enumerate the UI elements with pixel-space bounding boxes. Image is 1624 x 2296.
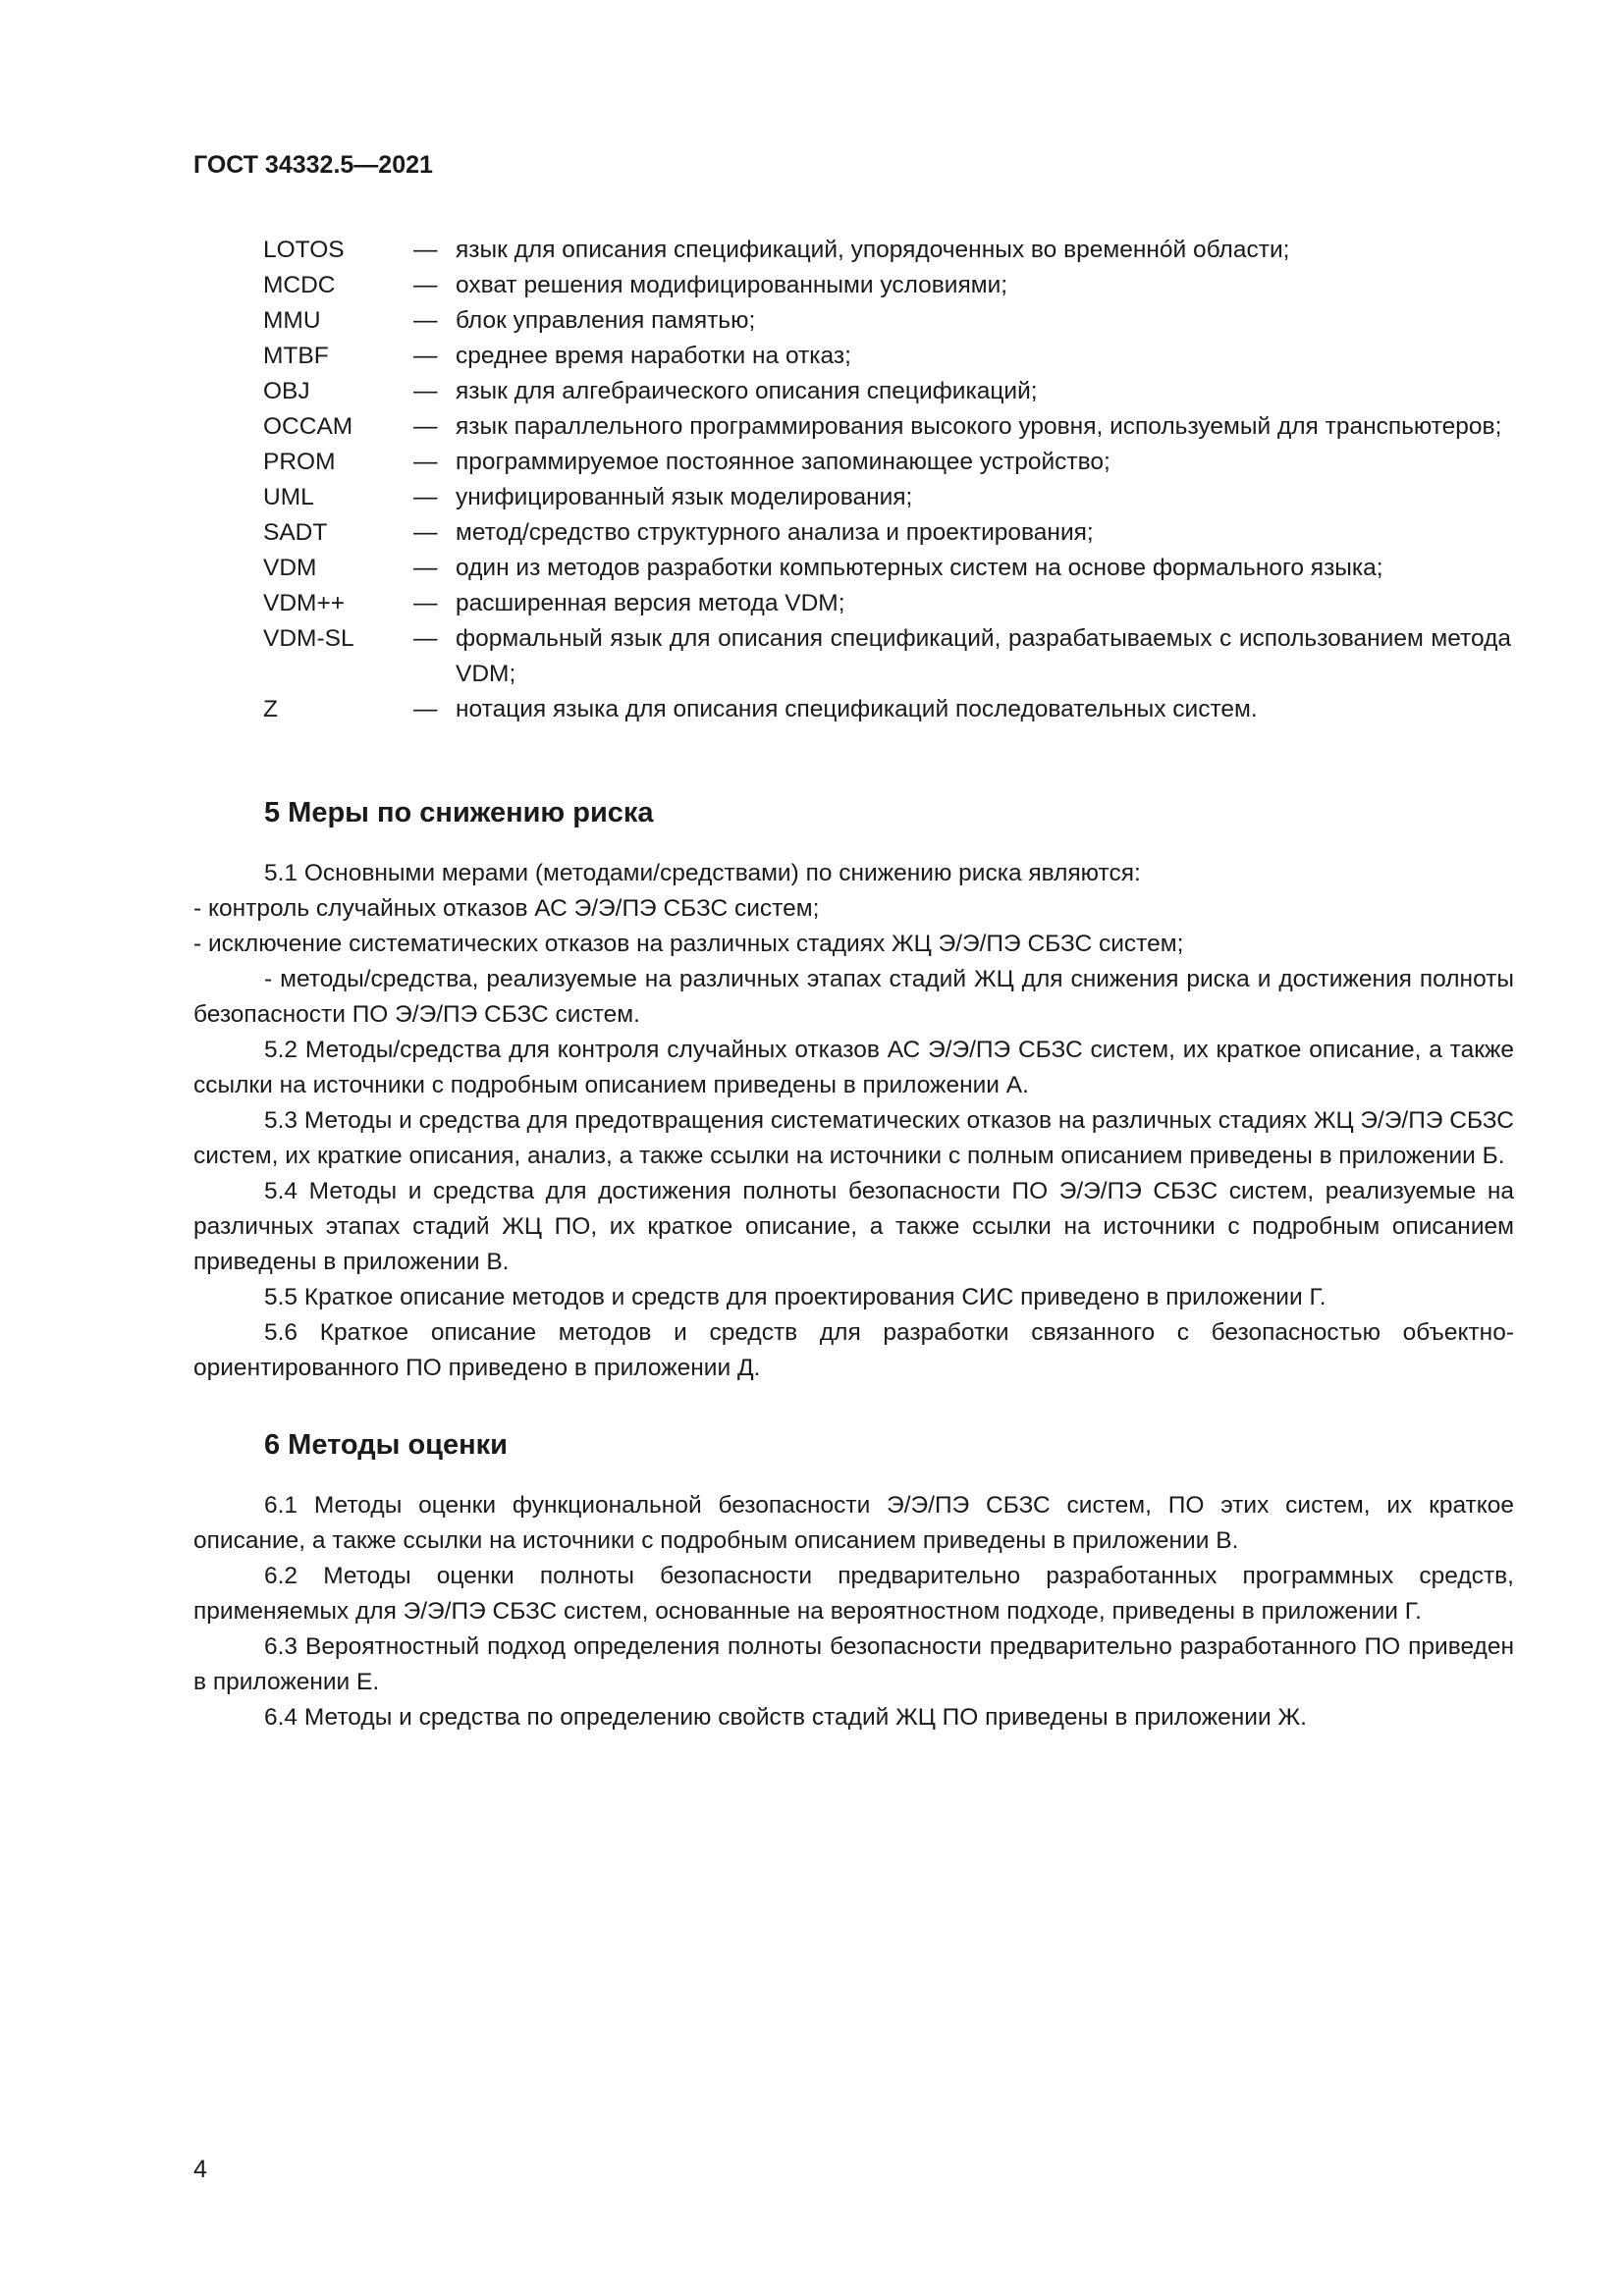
abbreviation-definition: программируемое постоянное запоминающее устройство; — [456, 449, 1110, 475]
paragraph-6-2: 6.2 Методы оценки полноты безопасности предварительно разработанных программных средств, применяемых для Э/Э/ПЭ СБЗС систем, основанные на вероятностном подходе, приведены в приложении Г. — [193, 1563, 1514, 1625]
section-6-heading: 6 Методы оценки — [264, 1429, 509, 1461]
abbreviation-dash: — — [413, 449, 438, 475]
abbreviation-row — [263, 692, 1511, 727]
abbreviation-row — [263, 409, 1511, 445]
abbreviation-term: OBJ — [263, 378, 310, 404]
list-item-5-b: - исключение систематических отказов на различных стадиях ЖЦ Э/Э/ПЭ СБЗС систем; — [193, 931, 1184, 957]
abbreviation-row — [263, 480, 1511, 515]
paragraph-5-5: 5.5 Краткое описание методов и средств для проектирования СИС приведено в приложении Г. — [264, 1284, 1326, 1310]
abbreviation-dash: — — [413, 625, 438, 652]
abbreviation-row — [263, 445, 1511, 480]
abbreviation-term: Z — [263, 696, 278, 722]
paragraph-5-3: 5.3 Методы и средства для предотвращения систематических отказов на различных стадиях ЖЦ Э/Э/ПЭ СБЗС систем, их краткие описания, анализ, а также ссылки на источники с полным описанием приведены в приложении Б. — [193, 1107, 1514, 1169]
abbreviation-definition: унифицированный язык моделирования; — [456, 484, 913, 510]
abbreviation-definition: метод/средство структурного анализа и проектирования; — [456, 519, 1094, 546]
abbreviation-dash: — — [413, 519, 438, 546]
paragraph-5-1: 5.1 Основными мерами (методами/средствами) по снижению риска являются: — [264, 860, 1141, 886]
abbreviation-definition: язык параллельного программирования высокого уровня, используемый для транспьютеров; — [456, 413, 1502, 440]
abbreviation-definition: один из методов разработки компьютерных систем на основе формального языка; — [456, 555, 1383, 581]
abbreviation-dash: — — [413, 484, 438, 510]
document-header: ГОСТ 34332.5—2021 — [193, 151, 433, 179]
abbreviation-dash: — — [413, 413, 438, 440]
abbreviation-definition: язык для алгебраического описания спецификаций; — [456, 378, 1038, 404]
paragraph-6-3: 6.3 Вероятностный подход определения полноты безопасности предварительно разработанного ПО приведен в приложении Е. — [193, 1633, 1514, 1695]
abbreviation-term: PROM — [263, 449, 336, 475]
paragraph-5-4: 5.4 Методы и средства для достижения полноты безопасности ПО Э/Э/ПЭ СБЗС систем, реализуемые на различных этапах стадий ЖЦ ПО, их краткое описание, а также ссылки на источники с подробным описанием приведены в приложении В. — [193, 1178, 1514, 1275]
paragraph-5-6: 5.6 Краткое описание методов и средств для разработки связанного с безопасностью объектно-ориентированного ПО приведено в приложении Д. — [193, 1319, 1514, 1381]
abbreviation-list — [263, 233, 1511, 727]
abbreviation-row — [263, 586, 1511, 621]
list-item-5-a: - контроль случайных отказов АС Э/Э/ПЭ СБЗС систем; — [193, 895, 820, 922]
abbreviation-term: UML — [263, 484, 314, 510]
abbreviation-row — [263, 233, 1511, 268]
abbreviation-definition: блок управления памятью; — [456, 307, 756, 334]
section-5 — [193, 793, 1514, 1386]
abbreviation-definition: охват решения модифицированными условиями; — [456, 272, 1008, 298]
abbreviation-term: OCCAM — [263, 413, 353, 440]
paragraph-5-2: 5.2 Методы/средства для контроля случайных отказов АС Э/Э/ПЭ СБЗС систем, их краткое описание, а также ссылки на источники с подробным описанием приведены в приложении А. — [193, 1037, 1514, 1098]
abbreviation-definition: среднее время наработки на отказ; — [456, 343, 851, 369]
section-5-heading: 5 Меры по снижению риска — [264, 797, 654, 828]
paragraph-6-4: 6.4 Методы и средства по определению свойств стадий ЖЦ ПО приведены в приложении Ж. — [264, 1704, 1307, 1731]
abbreviation-term: MTBF — [263, 343, 329, 369]
abbreviation-definition: язык для описания спецификаций, упорядоченных во временнóй области; — [456, 237, 1290, 263]
abbreviation-dash: — — [413, 343, 438, 369]
abbreviation-term: VDM-SL — [263, 625, 354, 652]
abbreviation-definition: формальный язык для описания спецификаций, разрабатываемых с использованием метода VDM; — [456, 625, 1511, 687]
abbreviation-row — [263, 268, 1511, 303]
abbreviation-term: SADT — [263, 519, 328, 546]
abbreviation-row — [263, 303, 1511, 339]
abbreviation-dash: — — [413, 696, 438, 722]
abbreviation-definition: нотация языка для описания спецификаций последовательных систем. — [456, 696, 1258, 722]
abbreviation-term: MMU — [263, 307, 321, 334]
abbreviation-dash: — — [413, 272, 438, 298]
abbreviation-term: MCDC — [263, 272, 336, 298]
list-item-5-c: - методы/средства, реализуемые на различных этапах стадий ЖЦ для снижения риска и достижения полноты безопасности ПО Э/Э/ПЭ СБЗС систем. — [193, 966, 1514, 1028]
section-6 — [193, 1425, 1514, 1735]
abbreviation-row — [263, 621, 1511, 692]
abbreviation-row — [263, 515, 1511, 551]
abbreviation-row — [263, 339, 1511, 374]
paragraph-6-1: 6.1 Методы оценки функциональной безопасности Э/Э/ПЭ СБЗС систем, ПО этих систем, их краткое описание, а также ссылки на источники с подробным описанием приведены в приложении В. — [193, 1492, 1514, 1554]
page-number: 4 — [193, 2156, 207, 2183]
abbreviation-term: LOTOS — [263, 237, 345, 263]
abbreviation-dash: — — [413, 378, 438, 404]
abbreviation-dash: — — [413, 555, 438, 581]
abbreviation-term: VDM — [263, 555, 317, 581]
abbreviation-dash: — — [413, 237, 438, 263]
abbreviation-definition: расширенная версия метода VDM; — [456, 590, 845, 616]
abbreviation-dash: — — [413, 307, 438, 334]
abbreviation-term: VDM++ — [263, 590, 346, 616]
abbreviation-row — [263, 551, 1511, 586]
abbreviation-dash: — — [413, 590, 438, 616]
abbreviation-row — [263, 374, 1511, 409]
